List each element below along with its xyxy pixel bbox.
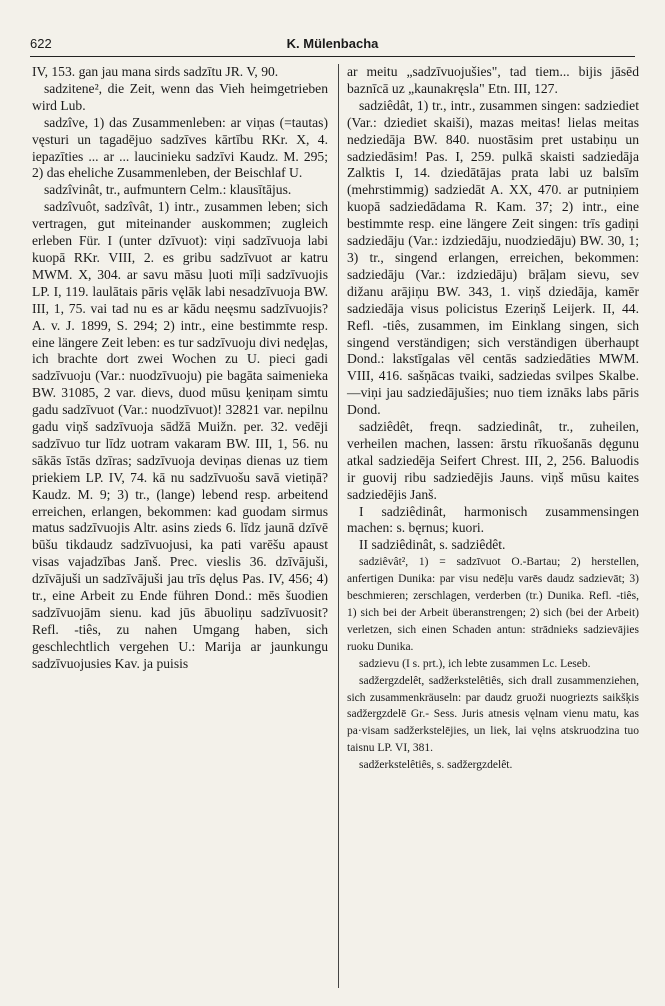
entry-sadzievu: sadzievu (I s. prt.), ich lebte zusammen Lc. Leseb. [359,657,591,670]
entry-sadzivinat: sadzîvinât, tr., aufmuntern Celm.: klausītājus. [44,182,292,198]
column-divider [338,64,339,988]
left-column [32,64,328,673]
entry-sadzive: sadzîve, 1) das Zusammenleben: ar viņas (=tautas) vęsturi un tagadējuo sadzīves kārtību RKr. X, 4. iepazīties ... ar ... laucinieku sadzīvi Kaudz. M. 295; 2) das eheliche Zusammenleben, der Beischlaf U. [32,114,328,181]
entry-sadziedet: sadziêdêt, freqn. sadziedinât, tr., zuheilen, verheilen machen, lassen: ārstu rīkuošanās dęgunu atkal sadziedēja Seifert Chrest. III, 2, 256. Baluodis ir guovij ribu sadziedējis Jauns. viņš mūsu kaites sadziedējis Janš. [347,419,639,502]
header-rule [30,56,635,57]
entry-sadzerkstelet: sadžerkstelêtiês, s. sadžergzdelêt. [359,759,513,772]
entry-continuation-right: ar meitu „sadzīvuojušies", tad tiem... bijis jāsēd baznīcā uz „kaunakręsla" Etn. III, 127. [347,64,639,96]
right-column [347,64,639,774]
page-header [30,36,635,54]
entry-continuation: IV, 153. gan jau mana sirds sadzītu JR. V, 90. [32,64,279,79]
entry-sadzergzdelet: sadžergzdelêt, sadžerkstelêtiês, sich drall zusammenziehen, sich zusammenkräuseln: par daudz gruoži nuogriezts saikšķis sadžergzdelē Gr.- Sess. Juris atnesis vęlnam vienu matu, kas pa·visam sadžerkstelējies, un liek, lai vęlns atskruodzina tuo taisnu LP. VI, 381. [347,674,639,755]
running-head: K. Mülenbacha [286,36,379,51]
entry-sadziedinat-1: I sadziêdinât, harmonisch zusammensingen machen: s. bęrnus; kuori. [347,503,639,536]
entry-sadzievat: sadziêvât², 1) = sadzīvuot O.-Bartau; 2) herstellen, anfertigen Dunika: par visu nedēļu varēs daudz sadzievāt; 3) beschmieren; zerschlagen, verderben (tr.) Dunika. Refl. -tiês, 1) sich bei der Arbeit überanstrengen; 2) sich (bei der Arbeit) verletzen, sich einen Schaden antun: strādnieks sadzievājies ruoku Dunika. [347,556,639,653]
page-number: 622 [30,36,52,51]
entry-sadziedat: sadziêdât, 1) tr., intr., zusammen singen: sadziediet (Var.: dziediet skaiši), mazas meitas! lielas meitas nedziedāja BW. 840. nuostāsim pret ustabiņu un sadziedāsim! Pas. I, 259. pulkā skaisti sadziedāja Zalktis I, 14. dziedātājas prata labi uz balsīm (mehrstimmig) sadziedāt A. XX, 470. ar putniņiem kuopā sadziedādama R. Kam. 37; 2) intr., eine bestimmte resp. eine längere Zeit singen: trīs gadiņi sadziedāju (Var.: izdziedāju, nuodziedāju) BW. 30, 1; 3) tr., singend erlangen, erreichen, bekommen: sadziedāju (Var.: izdziedāju) brāļam sievu, sev dižanu arājiņu BW. 343, 1. viņš dziedāja, kamēr sadziedāja visus policistus Ezeriņš Leijerk. II, 44. Refl. -tiês, zusammen, im Einklang singen, sich singend verständigen; sich verständigen überhaupt Dond.: lakstīgalas vēl centās sadziedāties MWM. VIII, 416. sašņācas tvaiki, sadziedas svilpes Skalbe.—viņi jau sadziedājušies; nuo tiem iznāks labs pāris Dond. [347,97,639,418]
entry-sadzivuot: sadzîvuôt, sadzîvât, 1) intr., zusammen leben; sich vertragen, gut miteinander auskommen; zugleich erleben Für. I (unter dzīvuot): viņi sadzīvuoja labi kuopā RKr. VIII, 2. es gribu sadzīvuot ar katru MWM. X, 304. ar savu māsu ļuoti mīļi sadzīvuojis LP. I, 119. laulātais pāris vęlāk labi nesadzīvuoja BW. III, 1, 75. vai tad nu es ar kādu neęsmu sadzīvuojis? A. v. J. 1899, S. 294; 2) intr., eine bestimmte resp. eine längere Zeit leben: es tur sadzīvuoju divi nedęļas, ich brachte dort zwei Wochen zu U. pieci gadi sadzīvuoju (Var.: nuodzīvuoju) pie bagāta saimenieka BW. 31085, 2 var. dievs, duod mūsu ķeniņam simtu gadu sadzīvuot (Var.: nuodzīvuot)! 32821 var. nepilnu gadu viņš sadzīvuoja sādžā Muižn. per. 32. vedēji sadzīvuo tur līdz uotram vakaram BW. III, 1, 56. nu sākās īstās dzīras; sadzīvuoja deviņas dienas uz tiem priekiem LP. IV, 74. kā nu sadzīvuošu savā vietiņā? Kaudz. M. 9; 3) tr., (lange) lebend resp. arbeitend erreichen, erlangen, bekommen: kad guodam sirmus matus sadzīvuojis Altr. asins zieds 6. līdz jaunā dzīvē būšu tikdaudz sadzīvuojusi, ka pati varēšu apaust visas vajadzības Janš. Prec. vieslis 36. dzīvājuši, dzīvājuši un sadzīvājuši jau trīs dęlus Pas. IV, 456; 4) tr., eine Arbeit zu Ende führen Dond.: mēs šuodien sadzīvuojām sienu. kad jūs ābuoliņu sadzīvuosit? Refl. -tiês, zu nahen Umgang haben, sich geschlechtlich vergehen U.: Marija ar jaunkungu sadzīvuojusies Kav. ja puisis [32,199,328,671]
entry-sadziedinat-2: II sadziêdinât, s. sadziêdêt. [359,537,506,553]
entry-sadzitene: sadzitene², die Zeit, wenn das Vieh heimgetrieben wird Lub. [32,80,328,113]
